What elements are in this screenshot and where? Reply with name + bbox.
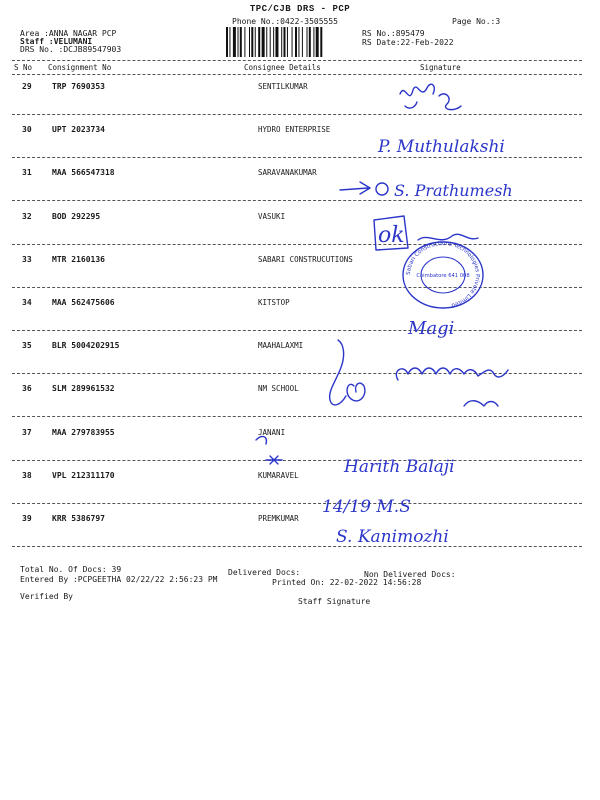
barcode-bar (298, 27, 299, 57)
column-header-divider (12, 74, 582, 75)
signature-row-30 (374, 128, 564, 162)
staff-signature: Staff Signature (298, 597, 371, 606)
company-stamp (398, 240, 488, 310)
barcode-bar (240, 27, 242, 57)
rs-date: RS Date:22-Feb-2022 (362, 38, 454, 47)
barcode-bar (313, 27, 314, 57)
row-divider (12, 330, 582, 331)
consignment-number: UPT 2023734 (52, 125, 105, 134)
row-serial-number: 37 (22, 428, 32, 437)
row-divider (12, 503, 582, 504)
total-docs: Total No. Of Docs: 39 (20, 565, 122, 574)
page-number: Page No.:3 (452, 17, 501, 26)
barcode-bar (255, 27, 256, 57)
row-serial-number: 29 (22, 82, 32, 91)
consignment-number: TRP 7690353 (52, 82, 105, 91)
row-serial-number: 30 (22, 125, 32, 134)
barcode (226, 27, 354, 57)
signature-row-38-extra (318, 490, 458, 520)
barcode-bar (292, 27, 293, 57)
barcode-bar (229, 27, 230, 57)
consignee-name: KITSTOP (258, 298, 290, 307)
barcode-bar (281, 27, 282, 57)
consignment-number: BLR 5004202915 (52, 341, 120, 350)
barcode-bar (275, 27, 278, 57)
entered-by: Entered By :PCPGEETHA 02/22/22 2:56:23 PM (20, 575, 218, 584)
delivered-docs: Delivered Docs: (228, 568, 301, 577)
barcode-bar (244, 27, 245, 57)
consignee-name: SENTILKUMAR (258, 82, 308, 91)
signature-row-31 (338, 172, 538, 208)
row-serial-number: 33 (22, 255, 32, 264)
phone-number: Phone No.:0422-3505555 (232, 17, 338, 26)
barcode-bar (307, 27, 308, 57)
row-serial-number: 32 (22, 212, 32, 221)
non-delivered-docs: Non Delivered Docs: (364, 570, 456, 579)
barcode-bar (258, 27, 260, 57)
consignee-name: NM SCHOOL (258, 384, 299, 393)
row-serial-number: 31 (22, 168, 32, 177)
signature-row-38 (340, 450, 480, 480)
header-divider (12, 60, 582, 61)
row-divider (12, 287, 582, 288)
consignee-name: MAAHALAXMI (258, 341, 304, 350)
row-serial-number: 35 (22, 341, 32, 350)
consignee-name: JANANI (258, 428, 286, 437)
consignment-number: VPL 212311170 (52, 471, 115, 480)
consignment-number: MAA 279783955 (52, 428, 115, 437)
row-divider (12, 460, 582, 461)
barcode-bar (316, 27, 319, 57)
signature-text-row-38-extra: 14/19 M.S (322, 497, 411, 517)
consignment-number: KRR 5386797 (52, 514, 105, 523)
signature-text-row-32: ok (378, 223, 405, 248)
consignee-name: KUMARAVEL (258, 471, 299, 480)
barcode-bar (270, 27, 271, 57)
consignee-name: SABARI CONSTRUCUTIONS (258, 255, 353, 264)
barcode-bar (309, 27, 311, 57)
consignment-number: MAA 566547318 (52, 168, 115, 177)
signature-row-39 (332, 520, 512, 550)
consignment-number: MTR 2160136 (52, 255, 105, 264)
consignee-name: SARAVANAKUMAR (258, 168, 317, 177)
barcode-bar (238, 27, 239, 57)
signature-text-row-39: S. Kanimozhi (336, 527, 449, 547)
consignee-name: HYDRO ENTERPRISE (258, 125, 331, 134)
area-label: Area :ANNA NAGAR PCP (20, 29, 117, 38)
column-consignee: Consignee Details (244, 63, 321, 72)
signature-text-row-34: Magi (408, 318, 455, 339)
barcode-bar (251, 27, 253, 57)
consignee-name: VASUKI (258, 212, 286, 221)
signature-text-row-38: Harith Balaji (344, 457, 455, 477)
signature-row-37 (252, 426, 292, 466)
consignment-number: MAA 562475606 (52, 298, 115, 307)
barcode-bar (284, 27, 286, 57)
barcode-bar (295, 27, 297, 57)
row-serial-number: 38 (22, 471, 32, 480)
column-sno: S No (14, 63, 33, 72)
barcode-bar (226, 27, 228, 57)
column-consignment: Consignment No (48, 63, 112, 72)
barcode-bar (302, 27, 303, 57)
barcode-bar (233, 27, 236, 57)
row-divider (12, 416, 582, 417)
barcode-bar (320, 27, 322, 57)
barcode-bar (287, 27, 288, 57)
consignee-name: PREMKUMAR (258, 514, 299, 523)
drs-number: DRS No. :DCJB89547903 (20, 45, 122, 54)
signature-text-row-31: S. Prathumesh (394, 181, 513, 200)
column-signature: Signature (420, 63, 461, 72)
signature-row-29 (395, 76, 475, 118)
staff-label: Staff :VELUMANI (20, 37, 93, 46)
verified-by: Verified By (20, 592, 73, 601)
stamp-ring-text: Sabari Constructions Technologies Private Limited (405, 240, 481, 308)
document-title: TPC/CJB DRS - PCP (249, 4, 351, 14)
row-divider (12, 114, 582, 115)
signature-rows-35-36 (318, 336, 548, 416)
consignment-number: SLM 289961532 (52, 384, 115, 393)
printed-on: Printed On: 22-02-2022 14:56:28 (272, 578, 422, 587)
barcode-bar (273, 27, 274, 57)
consignment-number: BOD 292295 (52, 212, 101, 221)
barcode-bar (266, 27, 267, 57)
row-serial-number: 39 (22, 514, 32, 523)
row-serial-number: 34 (22, 298, 32, 307)
barcode-bar (262, 27, 265, 57)
rs-number: RS No.:895479 (362, 29, 425, 38)
barcode-bar (249, 27, 250, 57)
signature-text-row-30: P. Muthulakshi (378, 137, 505, 157)
row-serial-number: 36 (22, 384, 32, 393)
stamp-center-text: Coimbatore 641 008 (416, 273, 470, 279)
